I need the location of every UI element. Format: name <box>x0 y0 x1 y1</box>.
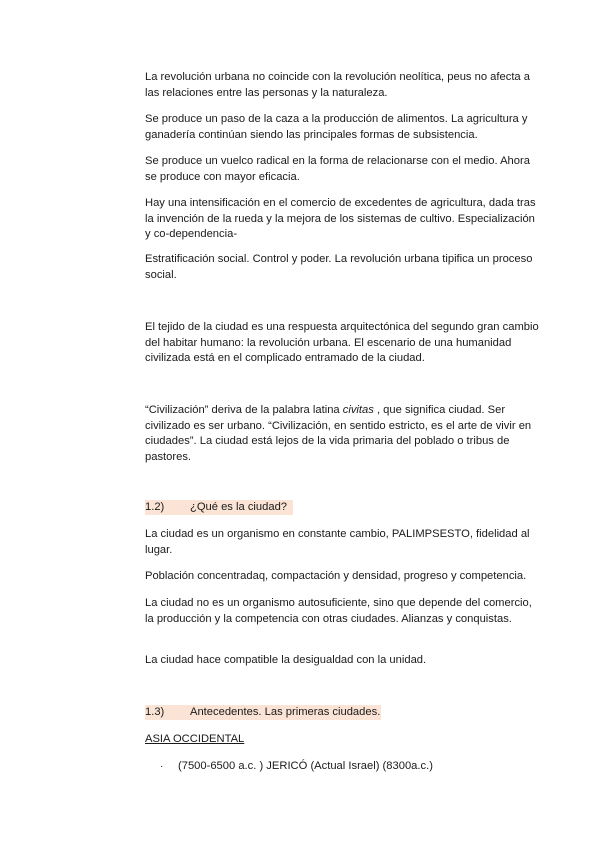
section-number: 1.3) <box>145 706 165 718</box>
paragraph-population: Población concentradaq, compactación y densidad, progreso y competencia. <box>145 570 527 582</box>
section-heading-1-2 <box>145 500 293 515</box>
section-title: Antecedentes. Las primeras ciudades. <box>190 706 381 718</box>
paragraph-civilization <box>145 403 540 465</box>
subheading-asia-occidental: ASIA OCCIDENTAL <box>145 733 245 745</box>
paragraph-inequality-unity: La ciudad hace compatible la desigualdad con la unidad. <box>145 654 427 666</box>
section-title: ¿Qué es la ciudad? <box>190 501 288 513</box>
paragraph-constant-change: La ciudad es un organismo en constante cambio, PALIMPSESTO, fidelidad al lugar. <box>145 528 530 556</box>
civilization-text-start: “Civilización” deriva de la palabra latina <box>145 404 343 416</box>
paragraph-radical-change: Se produce un vuelco radical en la forma de relacionarse con el medio. Ahora se produce con mayor eficacia. <box>145 155 530 183</box>
civitas-term: civitas <box>342 404 374 416</box>
civilization-text-end: , que significa ciudad. Ser civilizado es ser urbano. “Civilización, en sentido estricto, es el arte de vivir en ciudades”. La ciudad está lejos de la vida primaria del poblado o tribus de pastores. <box>145 404 532 463</box>
section-number: 1.2) <box>145 501 165 513</box>
paragraph-not-self-sufficient: La ciudad no es un organismo autosuficiente, sino que depende del comercio, la producción y la competencia con otras ciudades. Alianzas y conquistas. <box>145 597 532 625</box>
paragraph-trade-intensification: Hay una intensificación en el comercio de excedentes de agricultura, dada tras la invención de la rueda y la mejora de los sistemas de cultivo. Especialización y co-dependencia- <box>145 197 536 240</box>
paragraph-city-fabric: El tejido de la ciudad es una respuesta arquitectónica del segundo gran cambio del habitar humano: la revolución urbana. El escenario de una humanidad civilizada está en el complicado entramado de la ciudad. <box>145 321 539 364</box>
section-heading-1-3 <box>145 705 381 720</box>
paragraph-urban-vs-neolithic: La revolución urbana no coincide con la revolución neolítica, peus no afecta a las relaciones entre las personas y la naturaleza. <box>145 71 530 99</box>
paragraph-social-stratification: Estratificación social. Control y poder. La revolución urbana tipifica un proceso social. <box>145 253 533 281</box>
bullet-icon: · <box>160 761 164 772</box>
list-item-text: (7500-6500 a.c. ) JERICÓ (Actual Israel) (8300a.c.) <box>178 760 433 772</box>
paragraph-food-production: Se produce un paso de la caza a la producción de alimentos. La agricultura y ganadería continúan siendo las principales formas de subsistencia. <box>145 113 528 141</box>
